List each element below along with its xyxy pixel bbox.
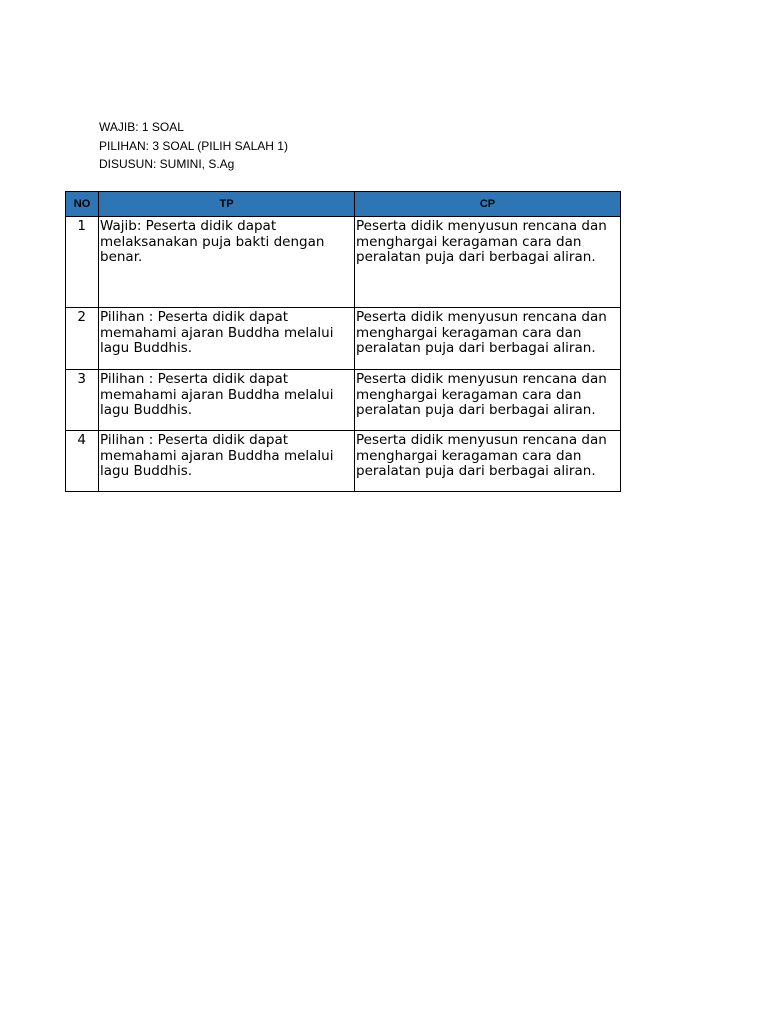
column-header-cp: CP: [355, 192, 621, 217]
table-row: [66, 431, 621, 492]
cell-cp: Peserta didik menyusun rencana dan menghargai keragaman cara dan peralatan puja dari berbagai aliran.: [355, 217, 621, 308]
table-row: [66, 308, 621, 370]
column-header-tp: TP: [99, 192, 355, 217]
cell-no: 3: [66, 370, 99, 431]
column-header-no: NO: [66, 192, 99, 217]
meta-wajib: WAJIB: 1 SOAL: [99, 120, 184, 134]
meta-pilihan: PILIHAN: 3 SOAL (PILIH SALAH 1): [99, 139, 288, 153]
cell-tp: Pilihan : Peserta didik dapat memahami ajaran Buddha melalui lagu Buddhis.: [99, 308, 355, 370]
table-row: [66, 217, 621, 308]
table-row: [66, 370, 621, 431]
cell-cp: Peserta didik menyusun rencana dan menghargai keragaman cara dan peralatan puja dari berbagai aliran.: [355, 370, 621, 431]
cell-no: 1: [66, 217, 99, 308]
cell-no: 2: [66, 308, 99, 370]
cell-tp: Wajib: Peserta didik dapat melaksanakan puja bakti dengan benar.: [99, 217, 355, 308]
cell-cp: Peserta didik menyusun rencana dan menghargai keragaman cara dan peralatan puja dari berbagai aliran.: [355, 431, 621, 492]
cell-cp: Peserta didik menyusun rencana dan menghargai keragaman cara dan peralatan puja dari berbagai aliran.: [355, 308, 621, 370]
kisi-kisi-table: [65, 191, 621, 492]
table-header-row: [66, 192, 621, 217]
meta-disusun: DISUSUN: SUMINI, S.Ag: [99, 157, 235, 171]
cell-tp: Pilihan : Peserta didik dapat memahami ajaran Buddha melalui lagu Buddhis.: [99, 370, 355, 431]
cell-tp: Pilihan : Peserta didik dapat memahami ajaran Buddha melalui lagu Buddhis.: [99, 431, 355, 492]
cell-no: 4: [66, 431, 99, 492]
